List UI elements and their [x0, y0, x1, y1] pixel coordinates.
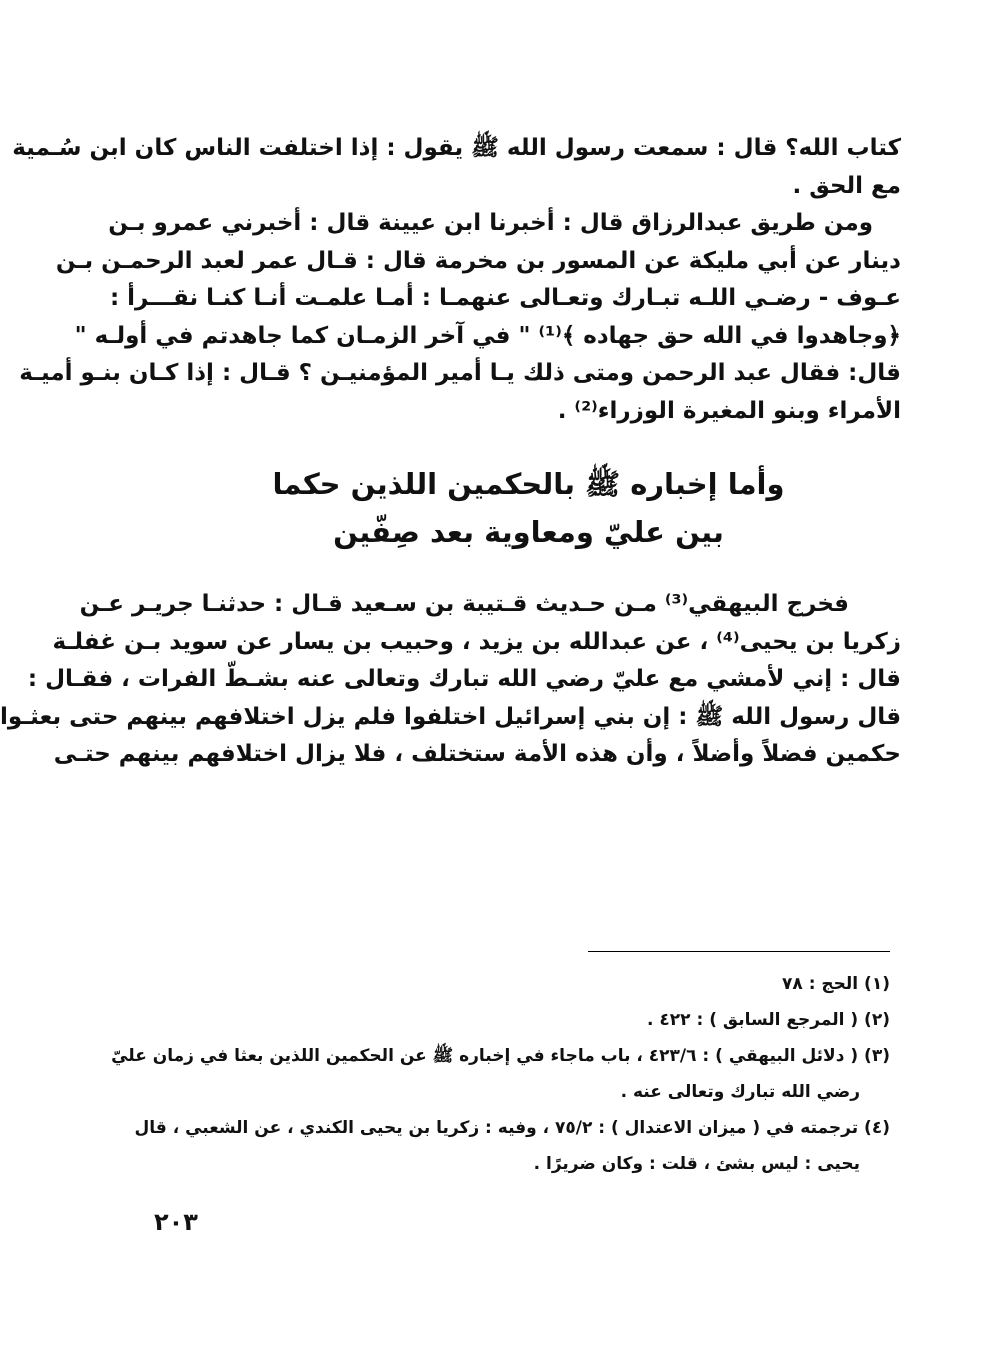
section-heading	[156, 460, 901, 556]
footnotes	[111, 966, 890, 1182]
page-number: ٢٠٣	[154, 1208, 198, 1236]
text-line: عـوف - رضـي اللـه تبـارك وتعـالى عنهمـا : أمـا علمـت أنـا كنـا نقـــرأ :	[109, 285, 901, 311]
text-line: كتاب الله؟ قال : سمعت رسول الله ﷺ يقول : إذا اختلفت الناس كان ابن سُـمية	[12, 135, 901, 161]
heading-line: وأما إخباره ﷺ بالحكمين اللذين حكما	[272, 467, 785, 501]
text-line: حكمين فضلاً وأضلاً ، وأن هذه الأمة ستختلف ، فلا يزال اختلافهم بينهم حتـى	[53, 741, 901, 767]
text-line: زكريا بن يحيى⁽⁴⁾ ، عن عبدالله بن يزيد ، وحبيب بن يسار عن سويد بـن غفلـة	[52, 628, 901, 655]
footnote: (١) الحج : ٧٨	[782, 974, 890, 994]
text-line: مع الحق .	[792, 172, 901, 199]
text-line: قال رسول الله ﷺ : إن بني إسرائيل اختلفوا فلم يزل اختلافهم بينهم حتى بعثـوا	[0, 703, 901, 730]
text-line: ومن طريق عبدالرزاق قال : أخبرنا ابن عيينة قال : أخبرني عمرو بـن	[108, 210, 873, 236]
footnote-separator	[588, 951, 890, 952]
text-line: قال : إني لأمشي مع عليّ رضي الله تبارك وتعالى عنه بشـطّ الفرات ، فقـال :	[27, 666, 901, 692]
paragraph-3	[0, 586, 901, 774]
paragraph-1	[12, 130, 901, 205]
paragraph-2	[19, 205, 901, 430]
footnote-continuation: يحيى : ليس بشئ ، قلت : وكان ضريرًا .	[533, 1154, 860, 1174]
footnote: (٢) ( المرجع السابق ) : ٤٢٢ .	[647, 1010, 890, 1030]
text-line: الأمراء وبنو المغيرة الوزراء⁽²⁾ .	[557, 397, 901, 424]
footnote: (٣) ( دلائل البيهقي ) : ٤٢٣/٦ ، باب ماجاء في إخباره ﷺ عن الحكمين اللذين بعثا في زمان عليّ	[111, 1046, 890, 1066]
footnote: (٤) ترجمته في ( ميزان الاعتدال ) : ٧٥/٢ ، وفيه : زكريا بن يحيى الكندي ، عن الشعبي ، قال	[134, 1118, 890, 1138]
text-line: فخرج البيهقي⁽³⁾ مـن حـديث قـتيبة بن سـعيد قـال : حدثنـا جريـر عـن	[79, 591, 849, 617]
text-line: دينار عن أبي مليكة عن المسور بن مخرمة قال : قـال عمر لعبد الرحمـن بـن	[55, 247, 901, 274]
text-line: ﴿وجاهدوا في الله حق جهاده ﴾⁽¹⁾ " في آخر الزمـان كما جاهدتم في أولـه "	[74, 322, 901, 349]
heading-line: بين عليّ ومعاوية بعد صِفّين	[333, 515, 724, 549]
footnote-continuation: رضي الله تبارك وتعالى عنه .	[620, 1082, 860, 1102]
text-line: قال: فقال عبد الرحمن ومتى ذلك يـا أمير المؤمنيـن ؟ قـال : إذا كـان بنـو أميـة	[19, 360, 901, 386]
main-text	[0, 130, 901, 774]
